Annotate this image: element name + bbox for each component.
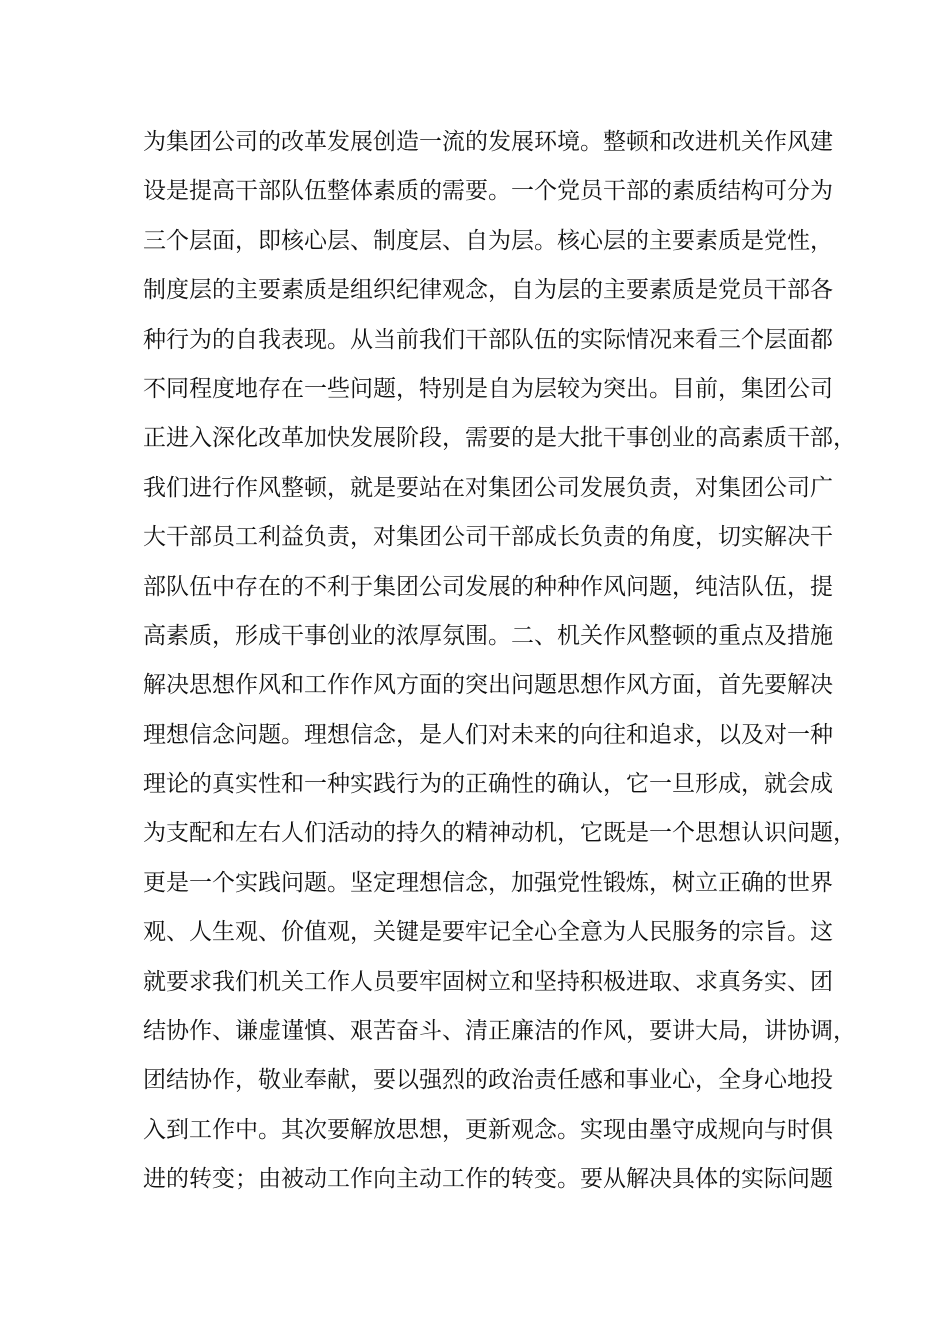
text-line: 更是一个实践问题。坚定理想信念，加强党性锻炼，树立正确的世界 [143, 869, 833, 896]
text-line: 团结协作，敬业奉献，要以强烈的政治责任感和事业心，全身心地投 [143, 1067, 833, 1094]
text-line: 高素质，形成干事创业的浓厚氛围。二、机关作风整顿的重点及措施 [143, 622, 833, 649]
text-line: 观、人生观、价值观，关键是要牢记全心全意为人民服务的宗旨。这 [143, 919, 833, 946]
text-line: 就要求我们机关工作人员要牢固树立和坚持积极进取、求真务实、团 [143, 968, 833, 995]
text-line: 进的转变；由被动工作向主动工作的转变。要从解决具体的实际问题 [143, 1166, 833, 1193]
text-line: 设是提高干部队伍整体素质的需要。一个党员干部的素质结构可分为 [143, 178, 833, 205]
text-line: 理想信念问题。理想信念，是人们对未来的向往和追求，以及对一种 [143, 721, 833, 748]
text-line: 我们进行作风整顿，就是要站在对集团公司发展负责，对集团公司广 [143, 474, 833, 501]
text-line: 为集团公司的改革发展创造一流的发展环境。整顿和改进机关作风建 [143, 129, 833, 155]
text-line: 不同程度地存在一些问题，特别是自为层较为突出。目前，集团公司 [143, 375, 833, 402]
text-line: 正进入深化改革加快发展阶段，需要的是大批干事创业的高素质干部， [143, 425, 856, 452]
text-line: 部队伍中存在的不利于集团公司发展的种种作风问题，纯洁队伍，提 [143, 573, 833, 600]
text-line: 为支配和左右人们活动的持久的精神动机，它既是一个思想认识问题， [143, 820, 856, 847]
text-line: 制度层的主要素质是组织纪律观念，自为层的主要素质是党员干部各 [143, 277, 833, 304]
text-line: 三个层面，即核心层、制度层、自为层。核心层的主要素质是党性， [143, 227, 833, 254]
text-line: 大干部员工利益负责，对集团公司干部成长负责的角度，切实解决干 [143, 524, 833, 551]
body-text [143, 118, 856, 1205]
text-line: 解决思想作风和工作作风方面的突出问题思想作风方面，首先要解决 [143, 672, 833, 699]
text-line: 理论的真实性和一种实践行为的正确性的确认，它一旦形成，就会成 [143, 771, 833, 798]
text-line: 入到工作中。其次要解放思想，更新观念。实现由墨守成规向与时俱 [143, 1116, 833, 1143]
text-line: 种行为的自我表现。从当前我们干部队伍的实际情况来看三个层面都 [143, 326, 833, 353]
text-line: 结协作、谦虚谨慎、艰苦奋斗、清正廉洁的作风，要讲大局，讲协调， [143, 1018, 856, 1045]
